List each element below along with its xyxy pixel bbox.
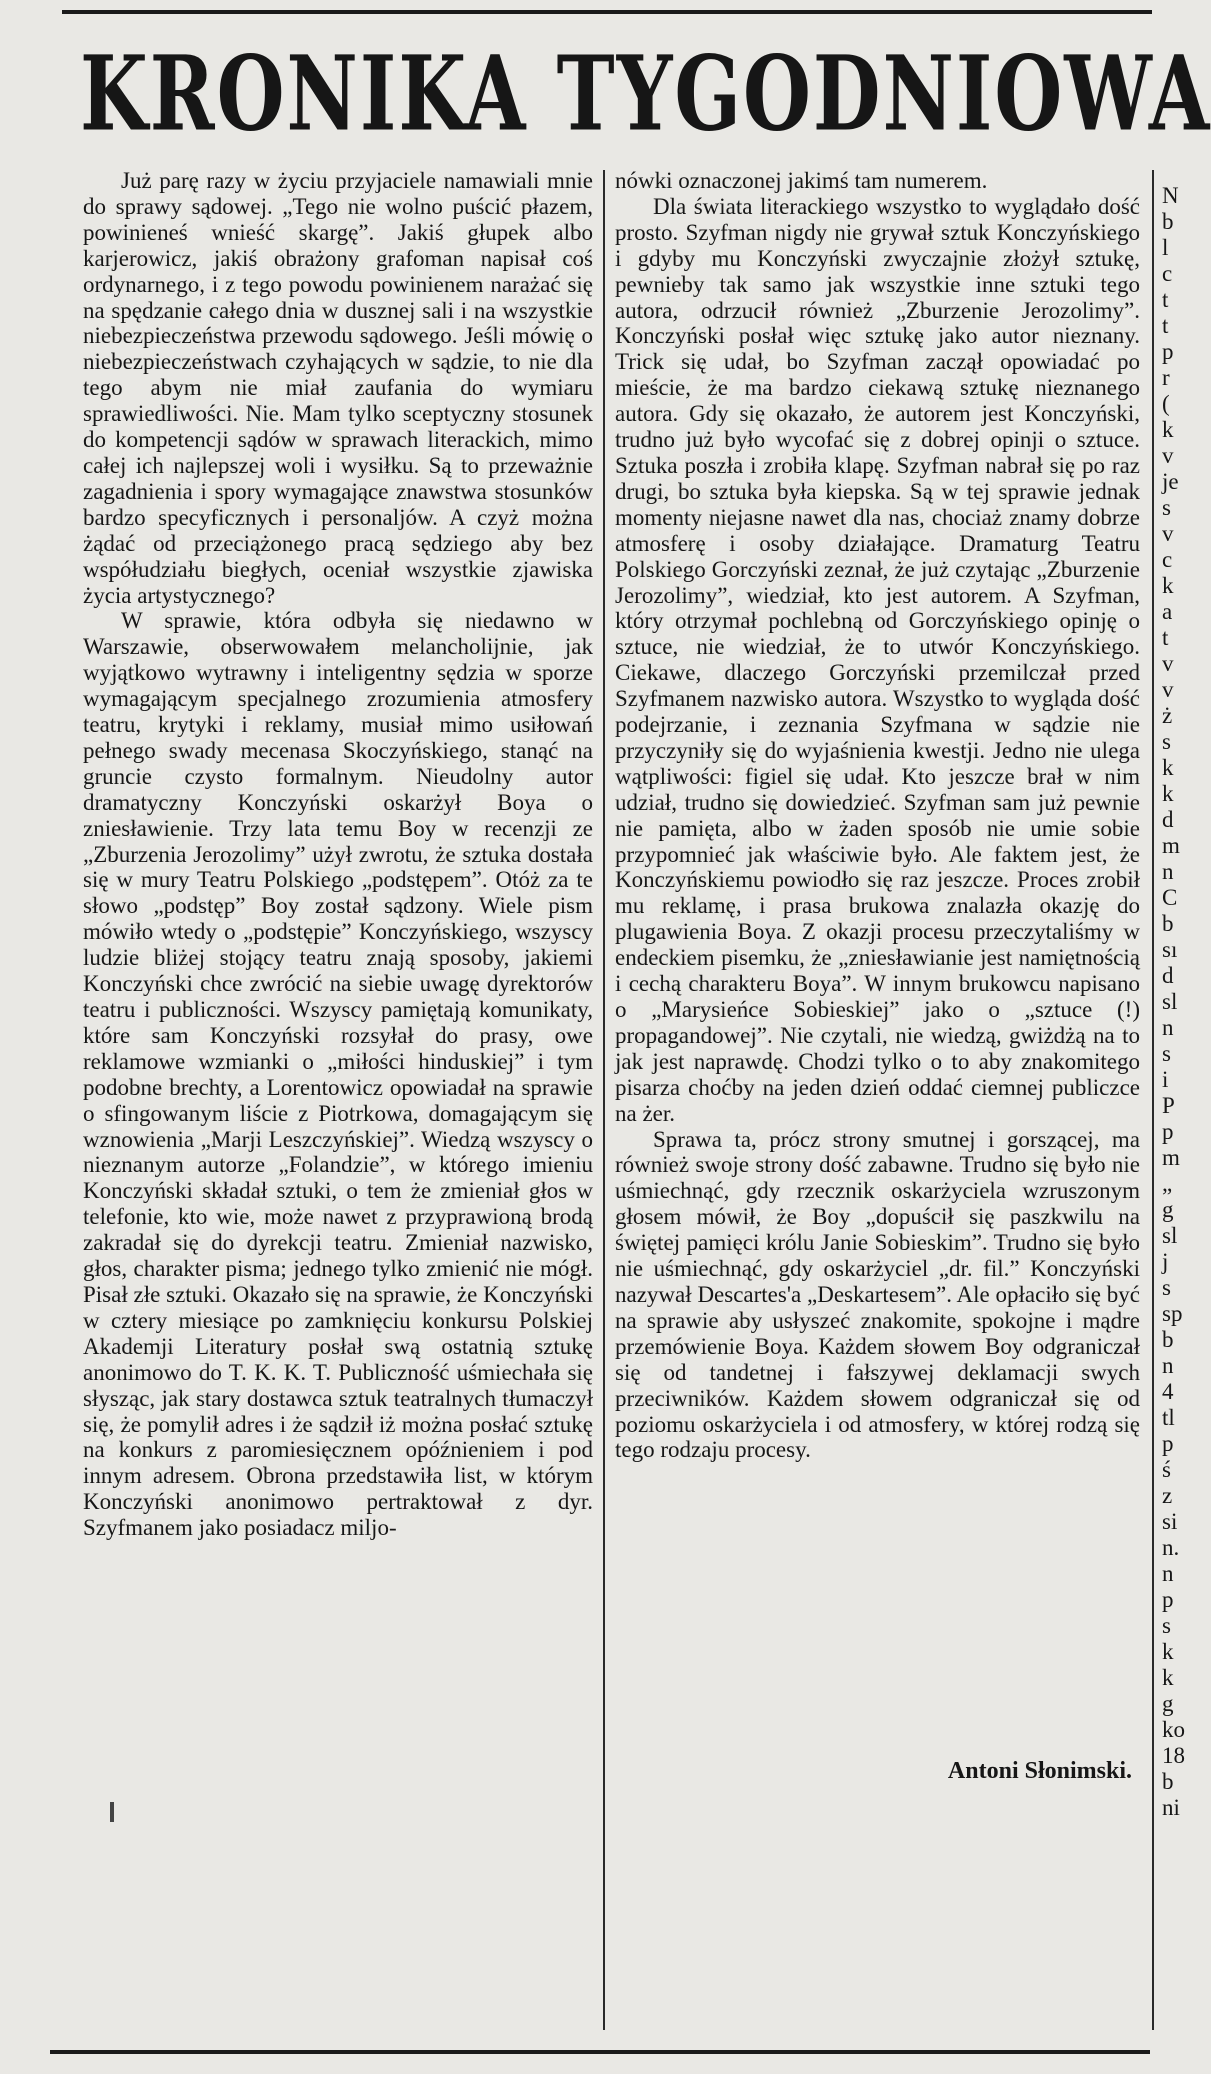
next-column-edge: N b l c t t p r ( k v je s v c k a t v v ż s k k d m n C b sı d sl n s i P p m „ g sl j s sp b n 4 tl p ś z si n. n p s k k g ko 18 b ni [1162,183,1185,1820]
column-divider-right [1152,170,1154,2030]
bottom-rule [50,2050,1150,2054]
article-column-1 [83,168,593,2008]
column-divider [603,170,605,2030]
paragraph: Sprawa ta, prócz strony smutnej i gorszącej, ma również swoje strony dość zabawne. Trudno się było nie uśmiechnąć, gdy rzecznik oskarżyciela wzruszonym głosem mówił, że Boy „dopuścił się paszkwilu na świętej pamięci królu Janie Sobieskim”. Trudno się było nie uśmiechnąć, gdy oskarżyciel „dr. fil.” Konczyński nazywał Descartes'a „Deskartesem”. Ale opłaciło się być na sprawie aby usłyszeć znakomite, spokojne i mądre przemówienie Boya. Każdem słowem Boy odgraniczał się od tandetnej i fałszywej deklamacji swych przeciwników. Każdem słowem odgraniczał się od poziomu oskarżyciela i od atmosfery, w której rodzą się tego rodzaju procesy. [615,1126,1140,1463]
author-signature: Antoni Słonimski. [947,1758,1132,1784]
paragraph: Już parę razy w życiu przyjaciele namawiali mnie do sprawy sądowej. „Tego nie wolno puścić płazem, powinieneś wnieść skargę”. Jakiś głupek albo karjerowicz, jakiś obrażony grafoman napisał coś ordynarnego, i z tego powodu powinienem narażać się na spędzanie całego dnia w dusznej sali i na wszystkie niebezpieczeństwa przewodu sądowego. Jeśli mówię o niebezpieczeństwach czyhających w sądzie, to nie dla tego abym nie miał zaufania do wymiaru sprawiedliwości. Nie. Mam tylko sceptyczny stosunek do kompetencji sądów w sprawach literackich, mimo całej ich najlepszej woli i wysiłku. Są to przeważnie zagadnienia i spory wymagające znawstwa stosunków bardzo specyficznych i personaljów. A czyż można żądać od przeciążonego pracą sędziego aby bez współudziału biegłych, oceniał wszystkie zjawiska życia artystycznego? [83,168,593,608]
page-title: KRONIKA TYGODNIOWA [80,34,1211,155]
paragraph: Dla świata literackiego wszystko to wyglądało dość prosto. Szyfman nigdy nie grywał sztuk Konczyńskiego i gdyby mu Konczyński zwyczajnie złożył sztukę, pewnieby tak samo jak wszystkie inne sztuki tego autora, odrzucił również „Zburzenie Jerozolimy”. Konczyński posłał więc sztukę jako autor nieznany. Trick się udał, bo Szyfman zaczął opowiadać po mieście, że ma bardzo ciekawą sztukę nieznanego autora. Gdy się okazało, że autorem jest Konczyński, trudno już było wycofać się z dobrej opinji o sztuce. Sztuka poszła i zrobiła klapę. Szyfman nabrał się po raz drugi, bo sztuka była kiepska. Są w tej sprawie jednak momenty niejasne nawet dla nas, chociaż znamy dobrze atmosferę i osoby działające. Dramaturg Teatru Polskiego Gorczyński zeznał, że już czytając „Zburzenie Jerozolimy”, wiedział, kto jest autorem. A Szyfman, który otrzymał pochlebną od Gorczyńskiego opinję o sztuce, nie wiedział, że to utwór Konczyńskiego. Ciekawe, dlaczego Gorczyński przemilczał przed Szyfmanem nazwisko autora. Wszystko to wygląda dość podejrzanie, i zeznania Szyfmana w sądzie nie przyczyniły się do wyjaśnienia kwestji. Jedno nie ulega wątpliwości: figiel się udał. Kto jeszcze brał w nim udział, trudno się dowiedzieć. Szyfman sam już pewnie nie pamięta, albo w żaden sposób nie umie sobie przypomnieć jak właściwie było. Ale faktem jest, że Konczyńskiemu powiodło się raz jeszcze. Proces zrobił mu reklamę, i prasa brukowa znalazła okazję do plugawienia Boya. Z okazji procesu przeczytaliśmy w endeckiem pisemku, że „zniesławianie jest namiętnością i cechą charakteru Boya”. W innym brukowcu napisano o „Marysieńce Sobieskiej” jako o „sztuce (!) propagandowej”. Nie czytali, nie wiedzą, gwiżdżą na to jak jest naprawdę. Chodzi tylko o to aby znakomitego pisarza choćby na jeden dzień oddać ciemnej publiczce na żer. [615,193,1140,1126]
ink-mark [110,1802,114,1822]
paragraph: nówki oznaczonej jakimś tam numerem. [615,168,988,193]
paragraph: W sprawie, która odbyła się niedawno w Warszawie, obserwowałem melancholijnie, jak wyjątkowo wytrawny i inteligentny sędzia w sporze wymagającym specjalnego zrozumienia atmosfery teatru, krytyki i reklamy, musiał mimo usiłowań pełnego swady mecenasa Skoczyńskiego, stanąć na gruncie czysto formalnym. Nieudolny autor dramatyczny Konczyński oskarżył Boya o zniesławienie. Trzy lata temu Boy w recenzji ze „Zburzenia Jerozolimy” użył zwrotu, że sztuka dostała się w mury Teatru Polskiego „podstępem”. Otóż za te słowo „podstęp” Boy został sądzony. Wiele pism mówiło wtedy o „podstępie” Konczyńskiego, wszyscy ludzie bliżej stojący teatru znają sposoby, jakiemi Konczyński chce zwrócić na siebie uwagę dyrektorów teatru i publiczności. Wszyscy pamiętają komunikaty, które sam Konczyński rozsyłał do prasy, owe reklamowe wzmianki o „miłości hinduskiej” i tym podobne brechty, a Lorentowicz opowiadał na sprawie o sfingowanym liście z Piotrkowa, domagającym się wznowienia „Marji Leszczyńskiej”. Wiedzą wszyscy o nieznanym autorze „Folandzie”, w którego imieniu Konczyński składał sztuki, o tem że zmieniał głos w telefonie, kto wie, może nawet z przyprawioną brodą zakradał się do dyrekcji teatru. Zmieniał nazwisko, głos, charakter pisma; jednego tylko zmienić nie mógł. Pisał złe sztuki. Okazało się na sprawie, że Konczyński w cztery miesiące po zamknięciu konkursu Polskiej Akademji Literatury posłał swą ostatnią sztukę anonimowo do T. K. K. T. Publiczność uśmiechała się słysząc, jak stary dostawca sztuk teatralnych tłumaczył się, że pomylił adres i że sądził iż można posłać sztukę na konkurs z paromiesięcznem opóźnieniem i pod innym adresem. Obrona przedstawiła list, w którym Konczyński anonimowo pertraktował z dyr. Szyfmanem jako posiadacz miljo- [83,608,593,1541]
